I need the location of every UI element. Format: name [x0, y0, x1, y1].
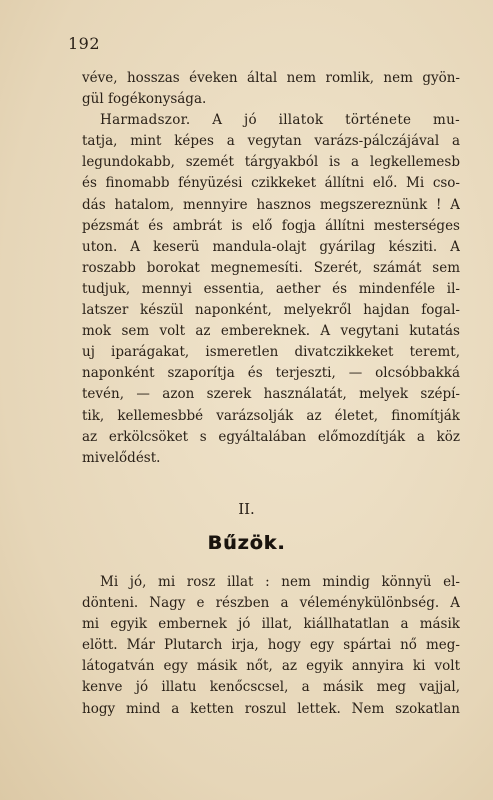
- text-line: Mi jó, mi rosz illat : nem mindig könnyü el-: [100, 574, 460, 590]
- text-line: véve, hosszas éveken által nem romlik, nem gyön-: [82, 70, 460, 86]
- text-line: tudjuk, mennyi essentia, aether és mindenféle il-: [82, 280, 460, 297]
- text-line: látogatván egy másik nőt, az egyik annyira ki volt: [82, 658, 460, 675]
- page-number: 192: [68, 34, 101, 53]
- text-line: naponként szaporítja és terjeszti, — olcsóbbakká: [82, 365, 460, 382]
- text-line: latszer készül naponként, melyekről hajdan fogal-: [82, 302, 460, 319]
- section-title: Bűzök.: [207, 532, 286, 554]
- text-line: dás hatalom, mennyire hasznos megszereznünk ! A: [82, 196, 460, 213]
- text-line: tevén, — azon szerek használatát, melyek szépí-: [82, 386, 460, 403]
- text-line: az erkölcsöket s egyáltalában előmozdítják a köz: [82, 428, 460, 445]
- text-line: tatja, mint képes a vegytan varázs-pálczájával a: [82, 133, 460, 150]
- text-line: és finomabb fényüzési czikkeket állítni elő. Mi cso-: [82, 175, 460, 192]
- text-line: roszabb borokat megnemesíti. Szerét, számát sem: [82, 259, 460, 276]
- text-line: mivelődést.: [82, 449, 161, 466]
- text-line: uj iparágakat, ismeretlen divatczikkeket teremt,: [82, 344, 460, 361]
- text-line: Harmadszor. A jó illatok története mu-: [100, 112, 460, 129]
- text-line: kenve jó illatu kenőcscsel, a másik meg vajjal,: [82, 679, 460, 696]
- text-line: uton. A keserü mandula-olajt gyárilag késziti. A: [82, 238, 460, 255]
- text-line: dönteni. Nagy e részben a véleménykülönbség. A: [82, 595, 460, 612]
- text-line: tik, kellemesbbé varázsolják az életet, finomítják: [82, 407, 460, 424]
- text-line: mi egyik embernek jó illat, kiállhatatlan a másik: [82, 616, 460, 633]
- section-number: II.: [238, 500, 255, 518]
- text-line: gül fogékonysága.: [82, 91, 207, 108]
- text-line: mok sem volt az embereknek. A vegytani kutatás: [82, 323, 460, 340]
- body-text-lower: [82, 572, 460, 720]
- text-line: pézsmát és ambrát is elő fogja állítni mesterséges: [82, 217, 460, 234]
- text-line: hogy mind a ketten roszul lettek. Nem szokatlan: [82, 700, 460, 717]
- body-text-upper: [82, 68, 460, 469]
- text-line: legundokabb, szemét tárgyakból is a legkellemesb: [82, 154, 460, 171]
- text-line: elött. Már Plutarch irja, hogy egy spártai nő meg-: [82, 637, 460, 654]
